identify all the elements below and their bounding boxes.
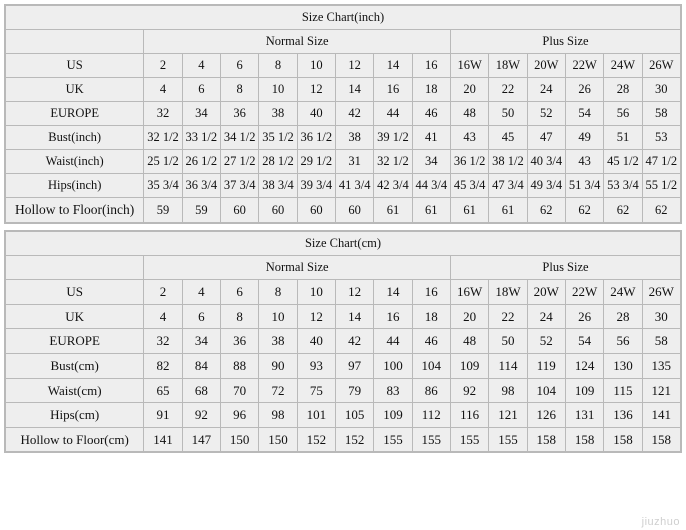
table-row	[6, 54, 681, 78]
cell: 22	[489, 78, 527, 102]
cell: 10	[259, 304, 297, 329]
cell: 45	[489, 126, 527, 150]
row-label-hollow-to-floor-inch: Hollow to Floor(inch)	[6, 198, 144, 223]
cell: 4	[144, 78, 182, 102]
cell: 105	[335, 403, 373, 428]
cell: 10	[297, 280, 335, 305]
cell: 124	[565, 353, 603, 378]
cell: 98	[259, 403, 297, 428]
cell: 47 3/4	[489, 174, 527, 198]
cell: 91	[144, 403, 182, 428]
cell: 141	[144, 427, 182, 452]
corner-cell	[6, 256, 144, 280]
cell: 49 3/4	[527, 174, 565, 198]
cell: 28	[604, 304, 642, 329]
cell: 52	[527, 102, 565, 126]
cell: 12	[335, 54, 373, 78]
table-row	[6, 150, 681, 174]
table-row	[6, 102, 681, 126]
cell: 121	[489, 403, 527, 428]
row-label-europe-cm: EUROPE	[6, 329, 144, 354]
cell: 61	[489, 198, 527, 223]
cell: 104	[412, 353, 450, 378]
cell: 36 3/4	[182, 174, 220, 198]
page-title-cm: Size Chart(cm)	[6, 232, 681, 256]
cell: 16	[374, 78, 412, 102]
cell: 35 3/4	[144, 174, 182, 198]
cell: 53	[642, 126, 680, 150]
group-header-plus-cm: Plus Size	[450, 256, 680, 280]
cell: 8	[259, 54, 297, 78]
cell: 60	[221, 198, 259, 223]
cell: 141	[642, 403, 680, 428]
cell: 59	[182, 198, 220, 223]
cell: 26	[565, 78, 603, 102]
cell: 32 1/2	[144, 126, 182, 150]
cell: 155	[412, 427, 450, 452]
cell: 37 3/4	[221, 174, 259, 198]
cell: 34	[412, 150, 450, 174]
cell: 100	[374, 353, 412, 378]
cell: 30	[642, 78, 680, 102]
cell: 45 3/4	[450, 174, 488, 198]
cell: 158	[565, 427, 603, 452]
cell: 70	[221, 378, 259, 403]
cell: 12	[297, 78, 335, 102]
cell: 33 1/2	[182, 126, 220, 150]
cell: 109	[374, 403, 412, 428]
cell: 54	[565, 102, 603, 126]
cell: 104	[527, 378, 565, 403]
cell: 45 1/2	[604, 150, 642, 174]
table-row	[6, 198, 681, 223]
table-row	[6, 353, 681, 378]
cell: 60	[335, 198, 373, 223]
cell: 52	[527, 329, 565, 354]
cell: 62	[604, 198, 642, 223]
cell: 116	[450, 403, 488, 428]
cell: 26 1/2	[182, 150, 220, 174]
cell: 18	[412, 78, 450, 102]
cell: 14	[335, 78, 373, 102]
cell: 2	[144, 280, 182, 305]
cell: 60	[297, 198, 335, 223]
table-row	[6, 329, 681, 354]
cell: 58	[642, 102, 680, 126]
cell: 96	[221, 403, 259, 428]
row-label-hips-cm: Hips(cm)	[6, 403, 144, 428]
cell: 43	[450, 126, 488, 150]
table-row	[6, 378, 681, 403]
row-label-hollow-to-floor-cm: Hollow to Floor(cm)	[6, 427, 144, 452]
cell: 79	[335, 378, 373, 403]
row-label-us-inch: US	[6, 54, 144, 78]
cell: 51 3/4	[565, 174, 603, 198]
cell: 36 1/2	[297, 126, 335, 150]
cell: 8	[259, 280, 297, 305]
cell: 131	[565, 403, 603, 428]
cell: 150	[259, 427, 297, 452]
cell: 56	[604, 102, 642, 126]
cell: 55 1/2	[642, 174, 680, 198]
cell: 109	[450, 353, 488, 378]
cell: 50	[489, 102, 527, 126]
row-label-hips-inch: Hips(inch)	[6, 174, 144, 198]
cell: 26W	[642, 280, 680, 305]
cell: 86	[412, 378, 450, 403]
cell: 40	[297, 102, 335, 126]
cell: 38	[259, 102, 297, 126]
cell: 48	[450, 102, 488, 126]
cell: 58	[642, 329, 680, 354]
cell: 14	[374, 280, 412, 305]
table-row-groups	[6, 256, 681, 280]
cell: 60	[259, 198, 297, 223]
cell: 68	[182, 378, 220, 403]
cell: 6	[221, 280, 259, 305]
cell: 61	[412, 198, 450, 223]
size-chart-cm	[4, 230, 682, 453]
cell: 51	[604, 126, 642, 150]
cell: 84	[182, 353, 220, 378]
cell: 31	[335, 150, 373, 174]
group-header-normal-inch: Normal Size	[144, 30, 451, 54]
cell: 32	[144, 102, 182, 126]
cell: 29 1/2	[297, 150, 335, 174]
cell: 56	[604, 329, 642, 354]
cell: 10	[297, 54, 335, 78]
cell: 24W	[604, 54, 642, 78]
cell: 10	[259, 78, 297, 102]
cell: 6	[221, 54, 259, 78]
table-row	[6, 427, 681, 452]
cell: 18W	[489, 54, 527, 78]
cell: 62	[642, 198, 680, 223]
cell: 44	[374, 329, 412, 354]
size-chart-inch	[4, 4, 682, 224]
cell: 44	[374, 102, 412, 126]
cell: 36	[221, 102, 259, 126]
table-row-groups	[6, 30, 681, 54]
cell: 24	[527, 304, 565, 329]
cell: 28	[604, 78, 642, 102]
cell: 20W	[527, 280, 565, 305]
cell: 42	[335, 329, 373, 354]
cell: 16	[374, 304, 412, 329]
cell: 22	[489, 304, 527, 329]
cell: 155	[374, 427, 412, 452]
cell: 39 1/2	[374, 126, 412, 150]
cell: 158	[527, 427, 565, 452]
size-chart-inch-table	[5, 5, 681, 223]
cell: 4	[182, 280, 220, 305]
cell: 40 3/4	[527, 150, 565, 174]
cell: 30	[642, 304, 680, 329]
cell: 88	[221, 353, 259, 378]
page-title-inch: Size Chart(inch)	[6, 6, 681, 30]
cell: 61	[374, 198, 412, 223]
cell: 75	[297, 378, 335, 403]
cell: 38 1/2	[489, 150, 527, 174]
cell: 65	[144, 378, 182, 403]
cell: 97	[335, 353, 373, 378]
cell: 12	[297, 304, 335, 329]
cell: 90	[259, 353, 297, 378]
cell: 47	[527, 126, 565, 150]
cell: 38 3/4	[259, 174, 297, 198]
cell: 59	[144, 198, 182, 223]
cell: 158	[642, 427, 680, 452]
row-label-europe-inch: EUROPE	[6, 102, 144, 126]
cell: 20	[450, 78, 488, 102]
cell: 147	[182, 427, 220, 452]
watermark: jiuzhuo	[641, 516, 680, 528]
cell: 101	[297, 403, 335, 428]
cell: 115	[604, 378, 642, 403]
cell: 155	[489, 427, 527, 452]
cell: 36 1/2	[450, 150, 488, 174]
cell: 2	[144, 54, 182, 78]
cell: 27 1/2	[221, 150, 259, 174]
cell: 16	[412, 54, 450, 78]
cell: 34 1/2	[221, 126, 259, 150]
cell: 61	[450, 198, 488, 223]
table-row-title	[6, 6, 681, 30]
cell: 4	[144, 304, 182, 329]
cell: 112	[412, 403, 450, 428]
cell: 62	[565, 198, 603, 223]
cell: 126	[527, 403, 565, 428]
table-row	[6, 403, 681, 428]
cell: 82	[144, 353, 182, 378]
cell: 38	[335, 126, 373, 150]
cell: 41	[412, 126, 450, 150]
cell: 43	[565, 150, 603, 174]
cell: 93	[297, 353, 335, 378]
cell: 92	[450, 378, 488, 403]
cell: 109	[565, 378, 603, 403]
cell: 135	[642, 353, 680, 378]
cell: 34	[182, 329, 220, 354]
cell: 42 3/4	[374, 174, 412, 198]
cell: 18	[412, 304, 450, 329]
cell: 72	[259, 378, 297, 403]
row-label-uk-cm: UK	[6, 304, 144, 329]
cell: 14	[374, 54, 412, 78]
cell: 119	[527, 353, 565, 378]
cell: 136	[604, 403, 642, 428]
table-row-title	[6, 232, 681, 256]
cell: 12	[335, 280, 373, 305]
cell: 39 3/4	[297, 174, 335, 198]
table-row	[6, 126, 681, 150]
cell: 34	[182, 102, 220, 126]
size-chart-cm-table	[5, 231, 681, 452]
cell: 32 1/2	[374, 150, 412, 174]
table-row	[6, 280, 681, 305]
cell: 46	[412, 102, 450, 126]
cell: 4	[182, 54, 220, 78]
cell: 14	[335, 304, 373, 329]
cell: 150	[221, 427, 259, 452]
cell: 114	[489, 353, 527, 378]
cell: 26W	[642, 54, 680, 78]
cell: 155	[450, 427, 488, 452]
cell: 25 1/2	[144, 150, 182, 174]
cell: 121	[642, 378, 680, 403]
cell: 26	[565, 304, 603, 329]
cell: 20	[450, 304, 488, 329]
cell: 16W	[450, 280, 488, 305]
cell: 49	[565, 126, 603, 150]
cell: 158	[604, 427, 642, 452]
table-row	[6, 174, 681, 198]
row-label-bust-inch: Bust(inch)	[6, 126, 144, 150]
group-header-plus-inch: Plus Size	[450, 30, 680, 54]
cell: 62	[527, 198, 565, 223]
cell: 24W	[604, 280, 642, 305]
cell: 32	[144, 329, 182, 354]
cell: 6	[182, 78, 220, 102]
row-label-waist-inch: Waist(inch)	[6, 150, 144, 174]
cell: 41 3/4	[335, 174, 373, 198]
row-label-us-cm: US	[6, 280, 144, 305]
cell: 36	[221, 329, 259, 354]
cell: 28 1/2	[259, 150, 297, 174]
row-label-bust-cm: Bust(cm)	[6, 353, 144, 378]
cell: 42	[335, 102, 373, 126]
cell: 18W	[489, 280, 527, 305]
cell: 47 1/2	[642, 150, 680, 174]
cell: 130	[604, 353, 642, 378]
cell: 38	[259, 329, 297, 354]
cell: 44 3/4	[412, 174, 450, 198]
cell: 35 1/2	[259, 126, 297, 150]
cell: 152	[335, 427, 373, 452]
table-row	[6, 78, 681, 102]
cell: 22W	[565, 54, 603, 78]
cell: 48	[450, 329, 488, 354]
group-header-normal-cm: Normal Size	[144, 256, 451, 280]
cell: 46	[412, 329, 450, 354]
cell: 53 3/4	[604, 174, 642, 198]
row-label-waist-cm: Waist(cm)	[6, 378, 144, 403]
cell: 98	[489, 378, 527, 403]
cell: 50	[489, 329, 527, 354]
corner-cell	[6, 30, 144, 54]
cell: 92	[182, 403, 220, 428]
cell: 54	[565, 329, 603, 354]
cell: 8	[221, 78, 259, 102]
cell: 20W	[527, 54, 565, 78]
cell: 83	[374, 378, 412, 403]
row-label-uk-inch: UK	[6, 78, 144, 102]
cell: 6	[182, 304, 220, 329]
cell: 16	[412, 280, 450, 305]
cell: 8	[221, 304, 259, 329]
table-row	[6, 304, 681, 329]
cell: 22W	[565, 280, 603, 305]
cell: 40	[297, 329, 335, 354]
cell: 24	[527, 78, 565, 102]
cell: 16W	[450, 54, 488, 78]
cell: 152	[297, 427, 335, 452]
